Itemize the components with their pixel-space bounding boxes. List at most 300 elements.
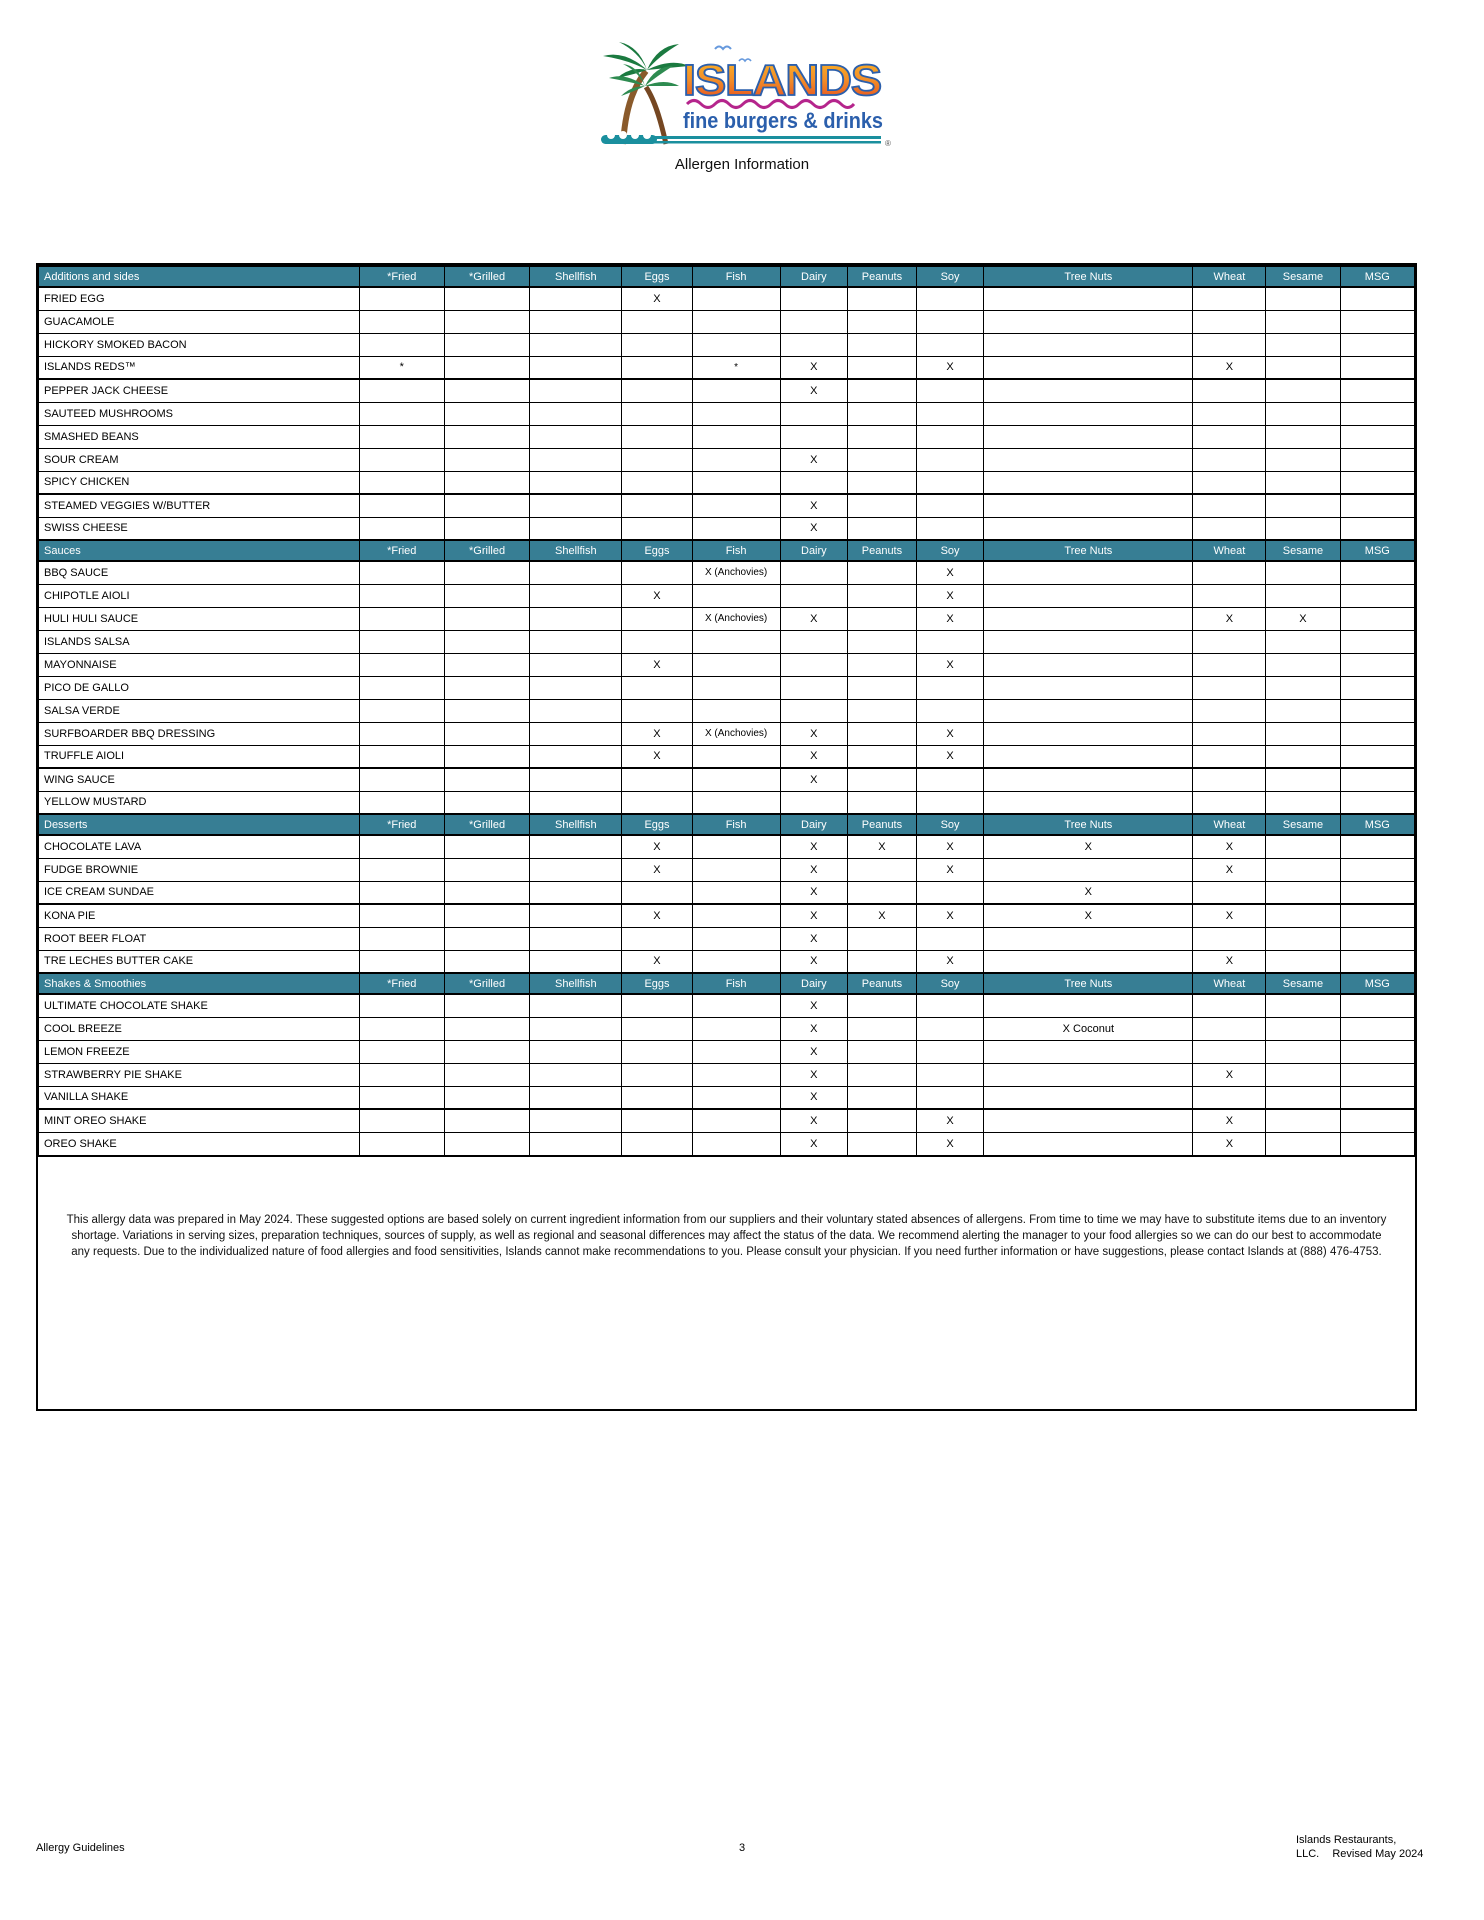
allergen-cell-shellfish (530, 494, 622, 517)
allergen-cell-wheat (1193, 745, 1266, 768)
column-header-eggs: Eggs (622, 540, 692, 561)
allergen-cell-eggs: X (622, 835, 692, 858)
footer-company-block (1296, 1833, 1423, 1861)
allergen-cell-wheat (1193, 699, 1266, 722)
allergen-cell-peanuts (848, 448, 917, 471)
allergen-cell-msg (1340, 561, 1414, 584)
allergen-cell-msg (1340, 858, 1414, 881)
allergen-cell-fish: X (Anchovies) (692, 607, 780, 630)
allergen-cell-eggs (622, 356, 692, 379)
allergen-cell-dairy: X (780, 927, 847, 950)
allergen-cell-msg (1340, 287, 1414, 310)
menu-item-name: GUACAMOLE (39, 310, 360, 333)
palm-trees-icon (603, 42, 689, 144)
allergen-cell-peanuts (848, 630, 917, 653)
allergen-cell-eggs (622, 768, 692, 791)
allergen-cell-grilled (444, 676, 529, 699)
allergen-cell-shellfish (530, 1109, 622, 1132)
allergen-cell-eggs (622, 494, 692, 517)
footer-doc-name: Allergy Guidelines (36, 1842, 125, 1854)
allergen-cell-tree-nuts (984, 858, 1193, 881)
menu-item-name: ISLANDS SALSA (39, 630, 360, 653)
allergen-cell-soy: X (916, 584, 983, 607)
allergen-cell-grilled (444, 881, 529, 904)
allergen-cell-shellfish (530, 333, 622, 356)
allergen-cell-wheat (1193, 927, 1266, 950)
allergen-cell-sesame (1266, 1017, 1340, 1040)
allergen-cell-eggs (622, 1086, 692, 1109)
menu-item-row-mint-oreo-shake (39, 1109, 1415, 1132)
allergen-cell-grilled (444, 379, 529, 402)
allergen-cell-wheat (1193, 379, 1266, 402)
allergen-cell-fried (359, 881, 444, 904)
menu-item-name: SAUTEED MUSHROOMS (39, 402, 360, 425)
allergen-cell-peanuts (848, 379, 917, 402)
allergen-cell-fish (692, 494, 780, 517)
allergen-cell-tree-nuts (984, 630, 1193, 653)
allergen-cell-soy: X (916, 1109, 983, 1132)
allergen-cell-tree-nuts (984, 927, 1193, 950)
menu-item-row-strawberry-pie-shake (39, 1063, 1415, 1086)
allergen-cell-shellfish (530, 768, 622, 791)
allergen-cell-sesame (1266, 1086, 1340, 1109)
menu-item-row-swiss-cheese (39, 517, 1415, 540)
allergen-cell-sesame (1266, 676, 1340, 699)
allergen-cell-fried (359, 653, 444, 676)
allergen-cell-eggs (622, 1040, 692, 1063)
allergen-cell-eggs (622, 676, 692, 699)
allergen-cell-fish (692, 448, 780, 471)
allergen-cell-eggs (622, 448, 692, 471)
registered-mark: ® (885, 139, 891, 148)
allergen-cell-dairy (780, 561, 847, 584)
column-header-sesame: Sesame (1266, 973, 1340, 994)
allergen-cell-sesame (1266, 448, 1340, 471)
menu-item-row-pico-de-gallo (39, 676, 1415, 699)
allergen-cell-wheat (1193, 333, 1266, 356)
allergen-cell-shellfish (530, 835, 622, 858)
allergen-cell-soy (916, 768, 983, 791)
allergen-cell-soy: X (916, 858, 983, 881)
allergen-cell-sesame (1266, 653, 1340, 676)
allergen-cell-wheat: X (1193, 1132, 1266, 1155)
allergen-cell-sesame (1266, 950, 1340, 973)
allergen-cell-soy (916, 881, 983, 904)
allergen-cell-tree-nuts (984, 1132, 1193, 1155)
column-header-msg: MSG (1340, 266, 1414, 287)
allergen-cell-dairy: X (780, 950, 847, 973)
allergen-cell-msg (1340, 653, 1414, 676)
allergen-table-body (39, 266, 1415, 1155)
allergen-cell-eggs: X (622, 584, 692, 607)
allergen-cell-dairy (780, 630, 847, 653)
allergen-cell-soy (916, 402, 983, 425)
allergen-cell-dairy: X (780, 835, 847, 858)
islands-logo-art (587, 38, 897, 156)
allergen-cell-shellfish (530, 1132, 622, 1155)
allergen-cell-fish (692, 379, 780, 402)
allergen-cell-fried (359, 994, 444, 1017)
allergen-cell-tree-nuts (984, 676, 1193, 699)
allergen-cell-tree-nuts: X Coconut (984, 1017, 1193, 1040)
allergen-cell-soy (916, 517, 983, 540)
allergen-cell-grilled (444, 471, 529, 494)
allergen-cell-tree-nuts: X (984, 881, 1193, 904)
allergen-cell-dairy (780, 287, 847, 310)
menu-item-row-yellow-mustard (39, 791, 1415, 814)
allergen-cell-shellfish (530, 676, 622, 699)
allergen-cell-wheat (1193, 584, 1266, 607)
allergen-cell-shellfish (530, 379, 622, 402)
allergen-cell-peanuts (848, 994, 917, 1017)
menu-item-name: ISLANDS REDS™ (39, 356, 360, 379)
allergen-cell-msg (1340, 1109, 1414, 1132)
allergen-cell-sesame (1266, 425, 1340, 448)
allergen-cell-dairy: X (780, 1017, 847, 1040)
menu-item-name: YELLOW MUSTARD (39, 791, 360, 814)
allergen-cell-grilled (444, 1040, 529, 1063)
column-header-shellfish: Shellfish (530, 540, 622, 561)
allergen-cell-peanuts (848, 517, 917, 540)
allergen-cell-msg (1340, 904, 1414, 927)
footer-company-llc: LLC. (1296, 1848, 1320, 1860)
column-header-grilled: *Grilled (444, 266, 529, 287)
allergen-cell-wheat: X (1193, 607, 1266, 630)
column-header-fried: *Fried (359, 814, 444, 835)
menu-item-row-oreo-shake (39, 1132, 1415, 1155)
allergen-cell-shellfish (530, 927, 622, 950)
allergen-cell-wheat (1193, 630, 1266, 653)
column-header-soy: Soy (916, 814, 983, 835)
allergen-cell-fish (692, 584, 780, 607)
allergen-cell-msg (1340, 927, 1414, 950)
allergen-cell-grilled (444, 1063, 529, 1086)
allergen-cell-grilled (444, 768, 529, 791)
allergen-cell-msg (1340, 1086, 1414, 1109)
allergen-cell-grilled (444, 927, 529, 950)
allergen-cell-tree-nuts: X (984, 904, 1193, 927)
column-header-grilled: *Grilled (444, 973, 529, 994)
column-header-msg: MSG (1340, 814, 1414, 835)
allergen-cell-wheat (1193, 287, 1266, 310)
allergen-cell-peanuts (848, 858, 917, 881)
allergen-cell-fried (359, 584, 444, 607)
allergen-cell-peanuts (848, 402, 917, 425)
allergen-cell-peanuts (848, 1132, 917, 1155)
allergen-cell-dairy (780, 425, 847, 448)
allergen-cell-shellfish (530, 881, 622, 904)
allergen-cell-sesame (1266, 722, 1340, 745)
allergen-cell-grilled (444, 994, 529, 1017)
allergen-cell-sesame (1266, 1040, 1340, 1063)
menu-item-row-islands-reds (39, 356, 1415, 379)
allergen-cell-eggs: X (622, 745, 692, 768)
allergen-cell-wheat (1193, 310, 1266, 333)
menu-item-name: SALSA VERDE (39, 699, 360, 722)
allergen-cell-tree-nuts (984, 994, 1193, 1017)
column-header-dairy: Dairy (780, 540, 847, 561)
allergen-cell-fried (359, 835, 444, 858)
allergen-cell-sesame (1266, 310, 1340, 333)
column-header-wheat: Wheat (1193, 540, 1266, 561)
allergen-cell-sesame (1266, 904, 1340, 927)
menu-item-row-steamed-veggies-w-butter (39, 494, 1415, 517)
allergen-cell-dairy: X (780, 607, 847, 630)
allergen-cell-eggs: X (622, 858, 692, 881)
allergen-cell-peanuts (848, 791, 917, 814)
allergen-cell-dairy (780, 584, 847, 607)
allergen-cell-fish (692, 630, 780, 653)
allergen-cell-grilled (444, 745, 529, 768)
footer-company-line2 (1296, 1847, 1423, 1861)
allergen-cell-eggs (622, 927, 692, 950)
allergen-cell-wheat (1193, 1040, 1266, 1063)
allergen-cell-sesame (1266, 927, 1340, 950)
allergen-cell-shellfish (530, 425, 622, 448)
column-header-sesame: Sesame (1266, 540, 1340, 561)
allergen-cell-fish (692, 425, 780, 448)
menu-item-row-guacamole (39, 310, 1415, 333)
section-title: Sauces (39, 540, 360, 561)
allergen-cell-fish (692, 881, 780, 904)
menu-item-row-salsa-verde (39, 699, 1415, 722)
menu-item-row-chocolate-lava (39, 835, 1415, 858)
allergen-cell-sesame (1266, 287, 1340, 310)
allergen-cell-grilled (444, 950, 529, 973)
menu-item-row-ultimate-chocolate-shake (39, 994, 1415, 1017)
section-header-row-sauces (39, 540, 1415, 561)
allergen-cell-wheat (1193, 676, 1266, 699)
allergen-cell-tree-nuts: X (984, 835, 1193, 858)
allergen-cell-fish (692, 676, 780, 699)
allergen-cell-soy (916, 425, 983, 448)
allergen-cell-fish (692, 791, 780, 814)
allergen-cell-wheat (1193, 471, 1266, 494)
allergen-cell-tree-nuts (984, 1063, 1193, 1086)
menu-item-name: SOUR CREAM (39, 448, 360, 471)
allergen-cell-peanuts: X (848, 904, 917, 927)
allergen-cell-fish (692, 904, 780, 927)
allergen-cell-peanuts (848, 653, 917, 676)
menu-item-name: LEMON FREEZE (39, 1040, 360, 1063)
menu-item-row-chipotle-aioli (39, 584, 1415, 607)
allergen-cell-sesame (1266, 561, 1340, 584)
column-header-eggs: Eggs (622, 266, 692, 287)
section-header-row-additions-and-sides (39, 266, 1415, 287)
allergen-cell-soy: X (916, 745, 983, 768)
allergen-cell-fish (692, 994, 780, 1017)
allergen-cell-fish: X (Anchovies) (692, 722, 780, 745)
allergen-cell-tree-nuts (984, 517, 1193, 540)
allergen-cell-tree-nuts (984, 356, 1193, 379)
allergen-cell-grilled (444, 791, 529, 814)
allergen-cell-peanuts (848, 356, 917, 379)
menu-item-row-sauteed-mushrooms (39, 402, 1415, 425)
disclaimer-text: This allergy data was prepared in May 2024. These suggested options are based solely on current ingredient information from our suppliers and their voluntary stated absences of allergens. From time to time we may have to substitute items due to an inventory shortage. Variations in serving sizes, preparation techniques, sources of supply, as well as regional and seasonal differences may affect the status of the data. We recommend alerting the manager to your food allergies so we can do our best to accommodate any requests. Due to the individualized nature of food allergies and food sensitivities, Islands cannot make recommendations to you. Please consult your physician. If you need further information or have suggestions, please contact Islands at (888) 476-4753. (66, 1213, 1387, 1258)
allergen-cell-grilled (444, 699, 529, 722)
allergen-cell-msg (1340, 584, 1414, 607)
column-header-peanuts: Peanuts (848, 973, 917, 994)
allergen-cell-peanuts (848, 676, 917, 699)
allergen-cell-fish (692, 927, 780, 950)
column-header-grilled: *Grilled (444, 814, 529, 835)
allergen-cell-sesame (1266, 630, 1340, 653)
allergen-cell-shellfish (530, 791, 622, 814)
allergen-cell-eggs: X (622, 950, 692, 973)
menu-item-name: BBQ SAUCE (39, 561, 360, 584)
allergen-cell-msg (1340, 835, 1414, 858)
column-header-fried: *Fried (359, 266, 444, 287)
allergen-cell-wheat: X (1193, 858, 1266, 881)
allergen-cell-fish: * (692, 356, 780, 379)
allergen-cell-fried (359, 1109, 444, 1132)
allergen-cell-dairy: X (780, 1109, 847, 1132)
allergen-cell-grilled (444, 858, 529, 881)
allergen-cell-dairy (780, 653, 847, 676)
allergen-cell-wheat (1193, 994, 1266, 1017)
allergen-cell-fried (359, 676, 444, 699)
allergen-cell-msg (1340, 745, 1414, 768)
allergen-cell-sesame (1266, 791, 1340, 814)
allergen-cell-wheat: X (1193, 904, 1266, 927)
allergen-cell-wheat: X (1193, 356, 1266, 379)
column-header-fish: Fish (692, 973, 780, 994)
allergen-cell-grilled (444, 607, 529, 630)
allergen-cell-shellfish (530, 517, 622, 540)
allergen-cell-peanuts (848, 1063, 917, 1086)
menu-item-name: FUDGE BROWNIE (39, 858, 360, 881)
islands-logo (587, 38, 897, 156)
allergen-cell-soy (916, 994, 983, 1017)
allergen-cell-peanuts (848, 310, 917, 333)
allergen-cell-fish (692, 287, 780, 310)
allergen-cell-fried: * (359, 356, 444, 379)
column-header-tree-nuts: Tree Nuts (984, 266, 1193, 287)
allergen-cell-dairy: X (780, 858, 847, 881)
menu-item-name: COOL BREEZE (39, 1017, 360, 1040)
menu-item-name: KONA PIE (39, 904, 360, 927)
menu-item-row-islands-salsa (39, 630, 1415, 653)
allergen-cell-soy: X (916, 607, 983, 630)
menu-item-name: VANILLA SHAKE (39, 1086, 360, 1109)
column-header-dairy: Dairy (780, 266, 847, 287)
allergen-cell-tree-nuts (984, 494, 1193, 517)
allergen-cell-peanuts (848, 1109, 917, 1132)
allergen-cell-eggs (622, 994, 692, 1017)
allergen-cell-eggs (622, 699, 692, 722)
allergen-cell-wheat (1193, 722, 1266, 745)
allergen-cell-eggs: X (622, 722, 692, 745)
column-header-wheat: Wheat (1193, 266, 1266, 287)
menu-item-name: SPICY CHICKEN (39, 471, 360, 494)
allergen-cell-tree-nuts (984, 402, 1193, 425)
allergen-cell-tree-nuts (984, 950, 1193, 973)
allergen-cell-fish (692, 1017, 780, 1040)
allergen-cell-dairy: X (780, 1132, 847, 1155)
allergen-cell-grilled (444, 333, 529, 356)
menu-item-name: STRAWBERRY PIE SHAKE (39, 1063, 360, 1086)
allergen-cell-wheat: X (1193, 1109, 1266, 1132)
allergen-cell-fried (359, 517, 444, 540)
allergen-cell-shellfish (530, 310, 622, 333)
allergen-cell-grilled (444, 904, 529, 927)
allergen-cell-fried (359, 402, 444, 425)
allergen-cell-fish (692, 1086, 780, 1109)
allergen-cell-grilled (444, 630, 529, 653)
menu-item-name: STEAMED VEGGIES W/BUTTER (39, 494, 360, 517)
allergen-cell-tree-nuts (984, 379, 1193, 402)
section-header-row-shakes-smoothies (39, 973, 1415, 994)
section-header-row-desserts (39, 814, 1415, 835)
allergen-cell-grilled (444, 653, 529, 676)
allergen-cell-peanuts (848, 881, 917, 904)
allergen-cell-peanuts (848, 584, 917, 607)
allergen-cell-fried (359, 1086, 444, 1109)
allergen-cell-shellfish (530, 722, 622, 745)
column-header-shellfish: Shellfish (530, 266, 622, 287)
allergen-cell-eggs: X (622, 904, 692, 927)
allergen-cell-fish (692, 699, 780, 722)
menu-item-row-vanilla-shake (39, 1086, 1415, 1109)
allergen-cell-tree-nuts (984, 448, 1193, 471)
allergen-cell-shellfish (530, 584, 622, 607)
allergen-cell-fish (692, 835, 780, 858)
menu-item-name: HULI HULI SAUCE (39, 607, 360, 630)
allergen-cell-sesame (1266, 994, 1340, 1017)
allergen-cell-wheat (1193, 1017, 1266, 1040)
column-header-peanuts: Peanuts (848, 266, 917, 287)
menu-item-name: ULTIMATE CHOCOLATE SHAKE (39, 994, 360, 1017)
allergen-cell-peanuts (848, 745, 917, 768)
column-header-fish: Fish (692, 266, 780, 287)
allergen-cell-shellfish (530, 402, 622, 425)
allergen-table (38, 265, 1415, 1156)
column-header-soy: Soy (916, 540, 983, 561)
menu-item-name: FRIED EGG (39, 287, 360, 310)
menu-item-name: HICKORY SMOKED BACON (39, 333, 360, 356)
allergen-cell-eggs (622, 402, 692, 425)
menu-item-row-hickory-smoked-bacon (39, 333, 1415, 356)
allergen-cell-soy (916, 1086, 983, 1109)
allergen-cell-soy (916, 1017, 983, 1040)
menu-item-row-root-beer-float (39, 927, 1415, 950)
allergen-cell-msg (1340, 607, 1414, 630)
allergen-cell-peanuts (848, 1017, 917, 1040)
allergen-cell-fried (359, 745, 444, 768)
column-header-tree-nuts: Tree Nuts (984, 973, 1193, 994)
allergen-cell-dairy: X (780, 1086, 847, 1109)
allergen-cell-shellfish (530, 904, 622, 927)
menu-item-name: CHIPOTLE AIOLI (39, 584, 360, 607)
allergen-cell-eggs (622, 881, 692, 904)
allergen-cell-soy (916, 310, 983, 333)
allergen-cell-fried (359, 448, 444, 471)
allergen-cell-tree-nuts (984, 425, 1193, 448)
column-header-peanuts: Peanuts (848, 540, 917, 561)
allergen-cell-shellfish (530, 745, 622, 768)
allergen-cell-sesame (1266, 699, 1340, 722)
allergen-cell-peanuts (848, 471, 917, 494)
menu-item-row-smashed-beans (39, 425, 1415, 448)
allergen-cell-eggs (622, 425, 692, 448)
allergen-cell-grilled (444, 722, 529, 745)
allergen-cell-soy: X (916, 561, 983, 584)
menu-item-row-kona-pie (39, 904, 1415, 927)
allergen-cell-msg (1340, 494, 1414, 517)
column-header-sesame: Sesame (1266, 266, 1340, 287)
allergen-cell-fish (692, 1063, 780, 1086)
menu-item-name: SWISS CHEESE (39, 517, 360, 540)
